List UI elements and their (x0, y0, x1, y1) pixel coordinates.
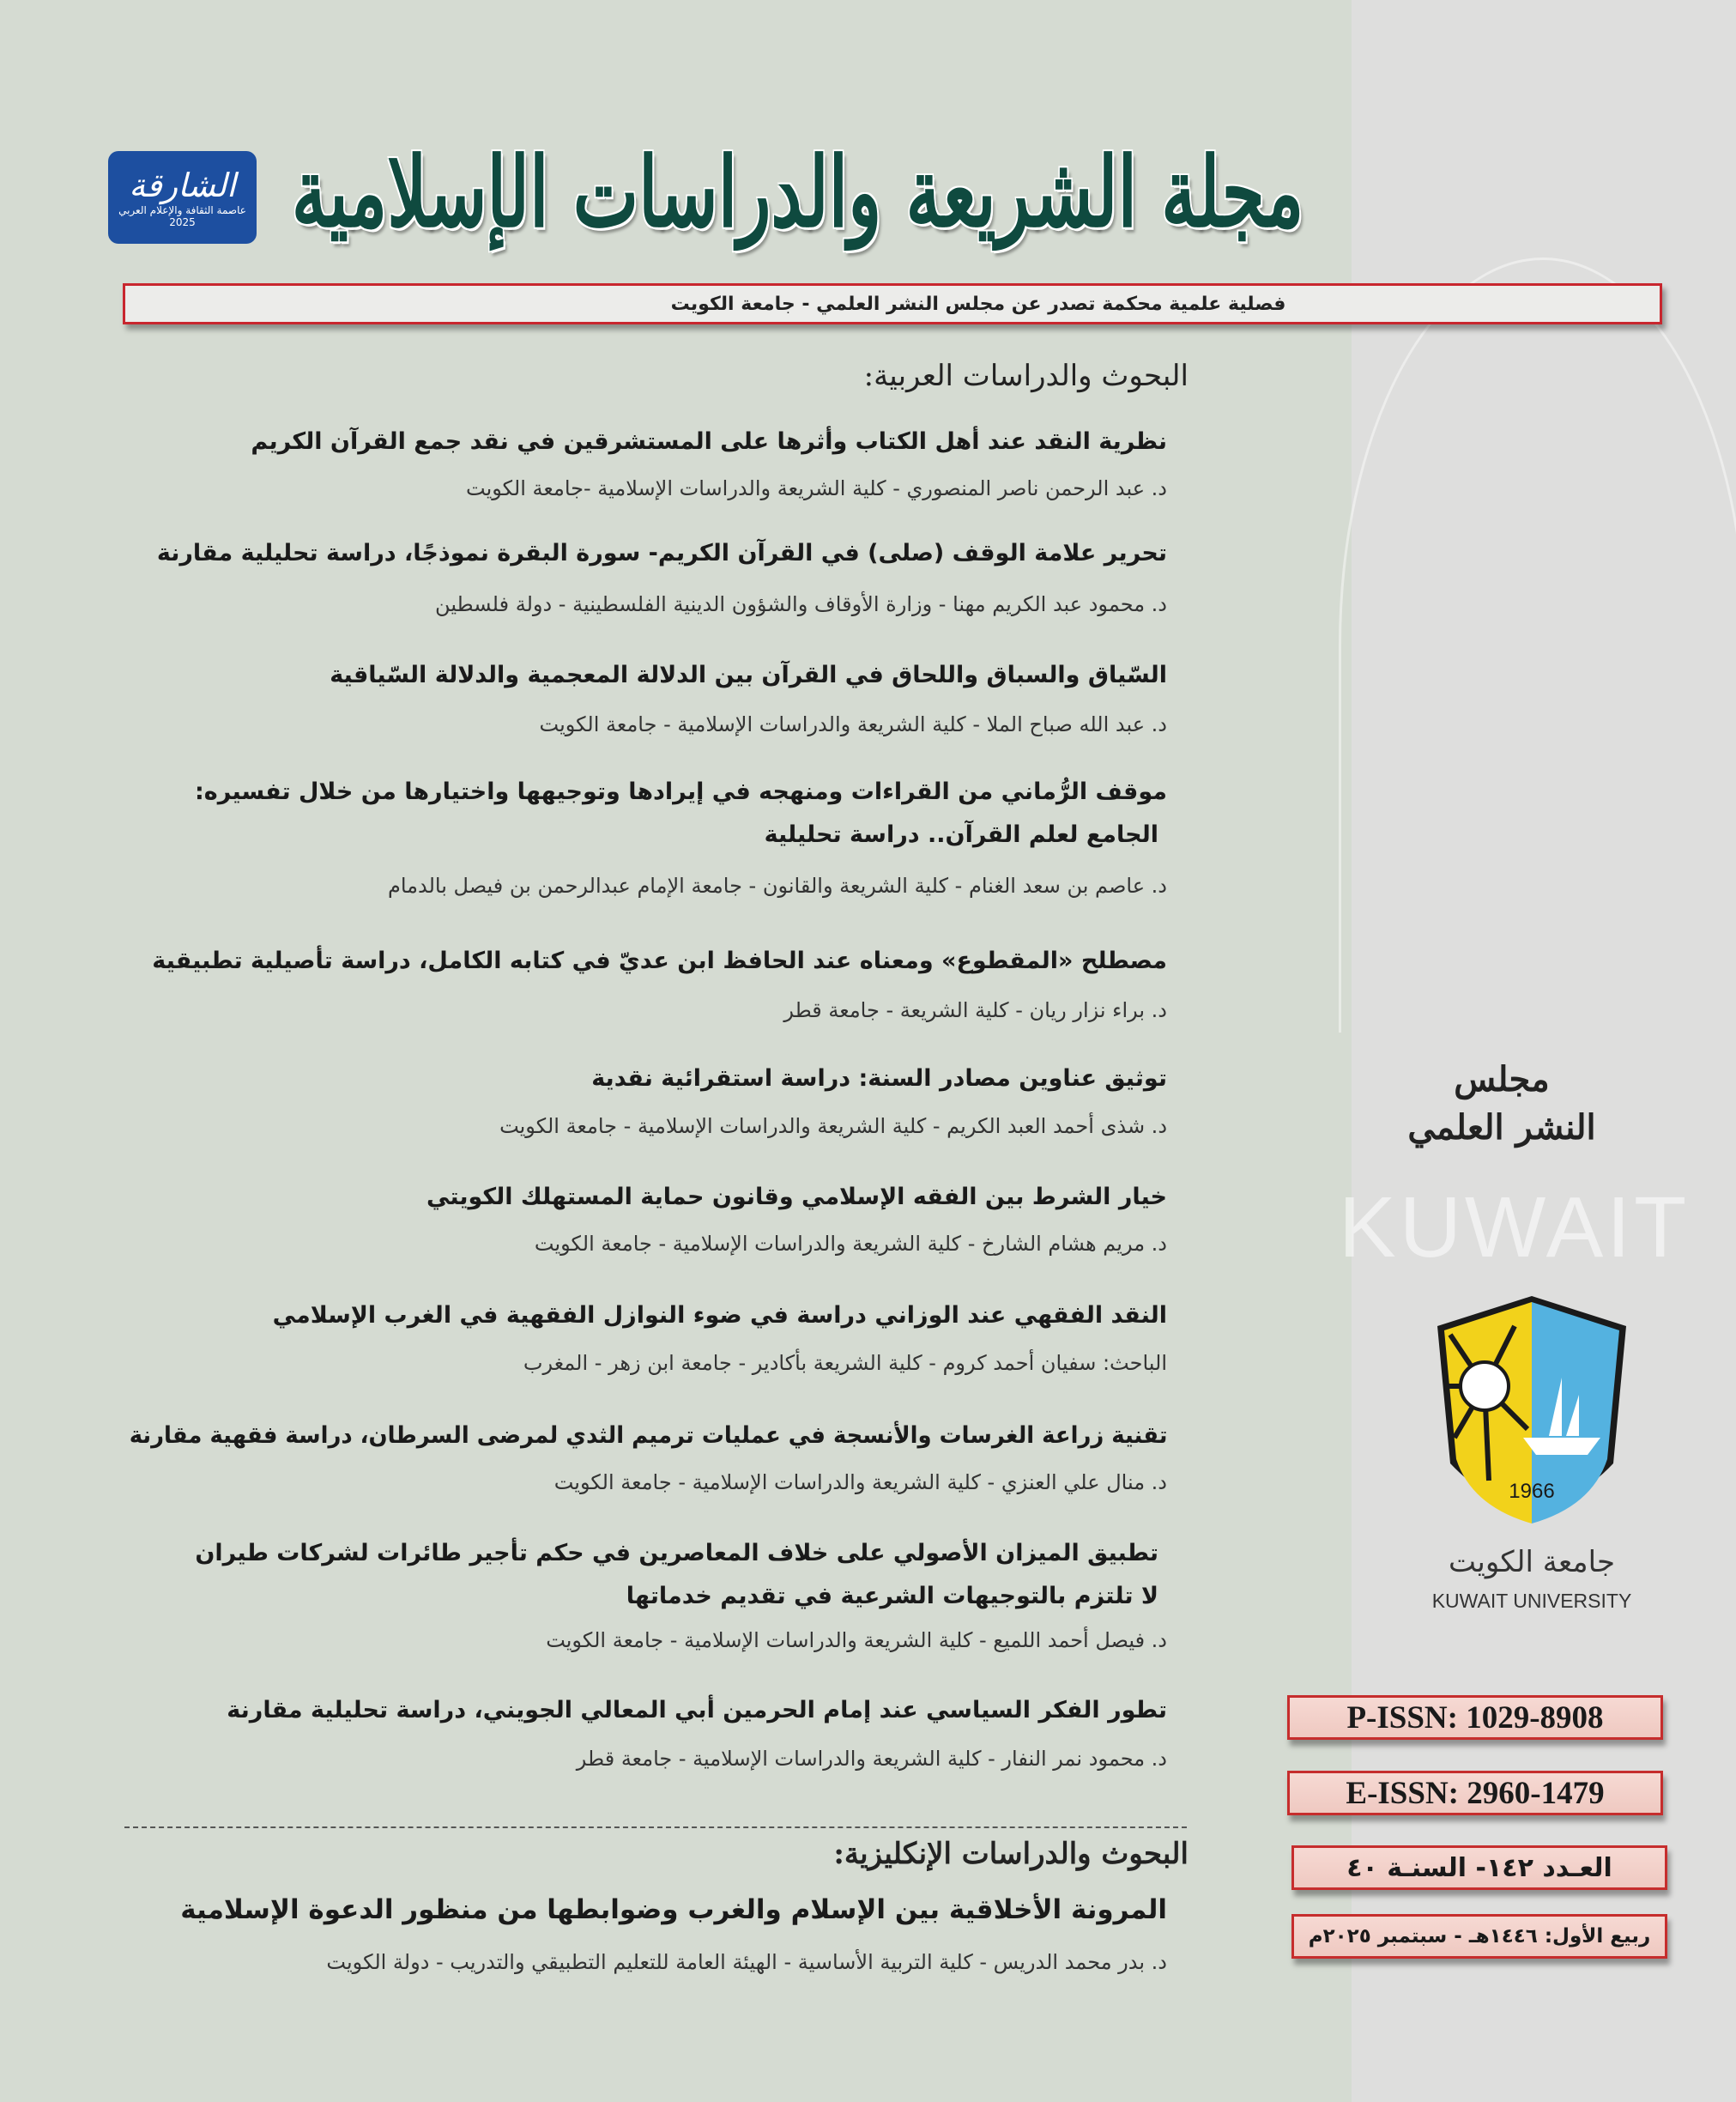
university-name-en: KUWAIT UNIVERSITY (1431, 1590, 1632, 1612)
article-author: د. عبد الرحمن ناصر المنصوري - كلية الشريعة والدراسات الإسلامية -جامعة الكويت (466, 476, 1167, 500)
article-title: تقنية زراعة الغرسات والأنسجة في عمليات ترميم الثدي لمرضى السرطان، دراسة فقهية مقارنة (129, 1422, 1167, 1449)
issue-date-box: ربيع الأول: ١٤٤٦هـ - سبتمبر ٢٠٢٥م (1291, 1914, 1667, 1959)
arabic-section-heading: البحوث والدراسات العربية: (863, 359, 1189, 393)
article-author: د. عاصم بن سعد الغنام - كلية الشريعة والقانون - جامعة الإمام عبدالرحمن بن فيصل بالدمام (387, 874, 1167, 898)
badge-logo-text: الشارقة (129, 167, 236, 204)
article-author: د. عبد الله صباح الملا - كلية الشريعة والدراسات الإسلامية - جامعة الكويت (539, 712, 1167, 736)
article-title: موقف الرُّماني من القراءات ومنهجه في إيرادها وتوجيهها واختيارها من خلال تفسيره: (195, 778, 1167, 805)
article-author: د. محمود نمر النفار - كلية الشريعة والدراسات الإسلامية - جامعة قطر (576, 1747, 1167, 1771)
journal-title: مجلة الشريعة والدراسات الإسلامية (292, 136, 1304, 249)
article-author: د. شذى أحمد العبد الكريم - كلية الشريعة والدراسات الإسلامية - جامعة الكويت (499, 1114, 1167, 1138)
badge-caption: عاصمة الثقافة والإعلام العربي (118, 204, 246, 216)
badge-year: 2025 (169, 216, 196, 228)
article-title: تطور الفكر السياسي عند إمام الحرمين أبي المعالي الجويني، دراسة تحليلية مقارنة (227, 1697, 1167, 1723)
english-section-heading: البحوث والدراسات الإنكليزية: (833, 1837, 1189, 1871)
article-author: الباحث: سفيان أحمد كروم - كلية الشريعة بأكادير - جامعة ابن زهر - المغرب (523, 1351, 1167, 1375)
sharjah-badge-logo (108, 151, 257, 244)
article-title: نظرية النقد عند أهل الكتاب وأثرها على المستشرقين في نقد جمع القرآن الكريم (251, 428, 1167, 455)
article-title: مصطلح «المقطوع» ومعناه عند الحافظ ابن عديّ في كتابه الكامل، دراسة تأصيلية تطبيقية (152, 948, 1167, 974)
article-author: د. بدر محمد الدريس - كلية التربية الأساسية - الهيئة العامة للتعليم التطبيقي والتدريب - دولة الكويت (326, 1950, 1167, 1974)
university-name-ar: جامعة الكويت (1448, 1545, 1616, 1579)
subtitle-bar (123, 283, 1662, 324)
watermark-text: KUWAIT (1339, 1179, 1691, 1275)
article-title-line2: الجامع لعلم القرآن.. دراسة تحليلية (764, 821, 1158, 848)
p-issn-box: P-ISSN: 1029-8908 (1287, 1695, 1663, 1740)
logo-year: 1966 (1509, 1480, 1555, 1503)
kuwait-university-logo-icon (1420, 1292, 1643, 1541)
article-author: د. محمود عبد الكريم مهنا - وزارة الأوقاف والشؤون الدينية الفلسطينية - دولة فلسطين (435, 592, 1167, 616)
article-title: المرونة الأخلاقية بين الإسلام والغرب وضوابطها من منظور الدعوة الإسلامية (180, 1894, 1167, 1925)
article-author: د. براء نزار ريان - كلية الشريعة - جامعة قطر (783, 998, 1167, 1022)
subtitle: فصلية علمية محكمة تصدر عن مجلس النشر العلمي - جامعة الكويت (670, 293, 1286, 315)
article-title: السّياق والسباق واللحاق في القرآن بين الدلالة المعجمية والدلالة السّياقية (330, 662, 1167, 688)
article-title: خيار الشرط بين الفقه الإسلامي وقانون حماية المستهلك الكويتي (426, 1184, 1167, 1210)
article-title-line2: لا تلتزم بالتوجيهات الشرعية في تقديم خدماتها (626, 1583, 1158, 1609)
issue-number-box: العـدد ١٤٢- السنـة ٤٠ (1291, 1845, 1667, 1890)
journal-title-area (283, 116, 1313, 270)
article-title: تحرير علامة الوقف (صلى) في القرآن الكريم- سورة البقرة نموذجًا، دراسة تحليلية مقارنة (156, 540, 1167, 566)
council-line1: مجلس (1454, 1059, 1550, 1099)
e-issn-box: E-ISSN: 2960-1479 (1287, 1771, 1663, 1815)
article-title: توثيق عناوين مصادر السنة: دراسة استقرائية نقدية (591, 1065, 1167, 1092)
section-divider (124, 1826, 1187, 1828)
council-line2: النشر العلمي (1407, 1107, 1596, 1148)
watermark-emblem (1339, 257, 1736, 1033)
article-title: النقد الفقهي عند الوزاني دراسة في ضوء النوازل الفقهية في الغرب الإسلامي (272, 1302, 1167, 1329)
article-title: تطبيق الميزان الأصولي على خلاف المعاصرين في حكم تأجير طائرات لشركات طيران (195, 1540, 1158, 1566)
article-author: د. منال علي العنزي - كلية الشريعة والدراسات الإسلامية - جامعة الكويت (553, 1470, 1167, 1494)
publication-council-label (1373, 1056, 1630, 1152)
article-author: د. فيصل أحمد اللميع - كلية الشريعة والدراسات الإسلامية - جامعة الكويت (546, 1628, 1167, 1652)
article-author: د. مريم هشام الشارخ - كلية الشريعة والدراسات الإسلامية - جامعة الكويت (534, 1232, 1167, 1256)
